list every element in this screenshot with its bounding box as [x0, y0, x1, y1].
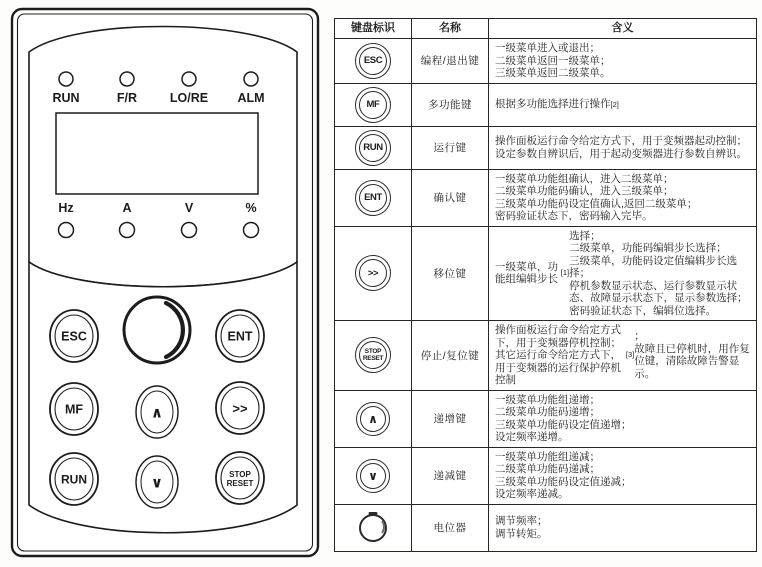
hz-unit-label: Hz: [58, 201, 74, 215]
run-led: [59, 72, 73, 86]
svg-text:STOP: STOP: [229, 470, 251, 479]
fr-led-label: F/R: [116, 91, 138, 105]
table-row: [335, 170, 756, 227]
key-name-cell: 运行键: [412, 127, 489, 170]
key-meaning-cell: 一级菜单进入或退出； 二级菜单返回一级菜单； 三级菜单返回二级菜单。: [489, 39, 756, 84]
key-name-cell: 停止/复位键: [412, 321, 489, 391]
key-id-cell: [335, 321, 412, 391]
run-led-label: RUN: [52, 91, 80, 105]
key-meaning-cell: 根据多功能选择进行操作 [2]: [489, 84, 756, 127]
key-description-table: [334, 18, 757, 552]
header-key-id: 键盘标识: [335, 19, 412, 39]
table-row: [335, 391, 756, 448]
table-header-row: [335, 19, 756, 39]
key-name-cell: 递增键: [412, 391, 489, 448]
potentiometer-knob: [124, 297, 190, 363]
a-unit-label: A: [122, 201, 132, 215]
table-row: [335, 321, 756, 391]
svg-text:ENT: ENT: [227, 329, 253, 344]
panel-button-shift: [216, 382, 264, 434]
keypad-panel-figure: [0, 0, 330, 567]
key-meaning-cell: 操作面板运行命令给定方式下，用于变频器停机控制； 其它运行命令给定方式下，用于变频器的运行保护停机控制 [3] ； 故障且已停机时，用作复位键，清除故障告警显示。: [489, 321, 756, 391]
key-icon-mf: MF: [355, 87, 391, 123]
key-meaning-cell: 一级菜单功能组递增； 二级菜单功能码递增； 三级菜单功能码设定值递增； 设定频率递增。: [489, 391, 756, 448]
key-id-cell: [335, 505, 412, 551]
key-icon-down: ∨: [356, 459, 390, 493]
percent-led: [244, 223, 259, 238]
panel-button-run: [50, 453, 98, 505]
key-id-cell: [335, 227, 412, 322]
header-meaning: 含义: [489, 19, 756, 39]
key-icon-esc: ESC: [355, 43, 391, 79]
key-icon-stop: STOP RESET: [355, 337, 391, 373]
panel-button-mf: [50, 383, 98, 435]
svg-text:RUN: RUN: [61, 472, 87, 487]
table-row: [335, 505, 756, 551]
key-meaning-cell: 操作面板运行命令给定方式下，用于变频器起动控制； 设定参数自辨识后，用于起动变频器进行参数自辨识。: [489, 127, 756, 170]
key-name-cell: 确认键: [412, 170, 489, 227]
shift-arrows-icon: >>: [232, 401, 248, 416]
key-icon-shift: >>: [355, 255, 391, 291]
fr-led: [120, 72, 134, 86]
key-id-cell: [335, 391, 412, 448]
key-meaning-cell: 一级菜单功能组确认，进入二级菜单； 二级菜单功能码确认，进入三级菜单； 三级菜单功能码设定值确认,返回二级菜单； 密码验证状态下，密码输入完毕。: [489, 170, 756, 227]
key-name-cell: 移位键: [412, 227, 489, 322]
table-row: [335, 39, 756, 84]
key-icon-up: ∧: [356, 402, 390, 436]
v-led: [182, 223, 197, 238]
key-icon-run: RUN: [355, 130, 391, 166]
table-row: [335, 227, 756, 322]
key-name-cell: 递减键: [412, 448, 489, 505]
svg-text:RESET: RESET: [226, 479, 254, 488]
a-led: [120, 223, 135, 238]
key-name-cell: 编程/退出键: [412, 39, 489, 84]
display-screen: [56, 113, 258, 194]
alm-led-label: ALM: [237, 91, 265, 105]
lore-led-label: LO/RE: [169, 91, 209, 105]
down-arrow-icon: ∨: [150, 474, 164, 492]
panel-button-esc: [50, 310, 98, 362]
key-id-cell: [335, 448, 412, 505]
table-row: [335, 448, 756, 505]
potentiometer-knob-icon: [359, 514, 387, 542]
svg-text:MF: MF: [64, 402, 84, 417]
table-row: [335, 127, 756, 170]
table-body: [335, 39, 756, 551]
key-id-cell: [335, 170, 412, 227]
panel-button-up: [136, 386, 178, 438]
knob-arc: [370, 518, 385, 536]
svg-text:ESC: ESC: [61, 329, 87, 344]
key-id-cell: [335, 39, 412, 84]
key-meaning-cell: 一级菜单，功能组编辑步长 [1] 选择； 二级菜单，功能码编辑步长选择； 三级菜单，功能码设定值编辑步长选择； 停机参数显示状态、运行参数显示状态、故障显示状态下，显示参数选择； 密码验证状态下，编辑位选择。: [489, 227, 756, 322]
panel-button-down: [136, 456, 178, 508]
key-name-cell: 电位器: [412, 505, 489, 551]
lore-led: [182, 72, 196, 86]
panel-button-stop-reset: [216, 452, 264, 504]
alm-led: [244, 72, 258, 86]
knob-tick: [369, 512, 378, 515]
up-arrow-icon: ∧: [150, 404, 164, 422]
header-name: 名称: [412, 19, 489, 39]
panel-button-ent: [216, 310, 264, 362]
key-id-cell: [335, 84, 412, 127]
key-icon-ent: ENT: [355, 180, 391, 216]
key-id-cell: [335, 127, 412, 170]
key-name-cell: 多功能键: [412, 84, 489, 127]
key-meaning-cell: 调节频率； 调节转矩。: [495, 515, 548, 540]
key-meaning-cell: 一级菜单功能组递减； 二级菜单功能码递减； 三级菜单功能码设定值递减； 设定频率递减。: [489, 448, 756, 505]
hz-led: [59, 223, 74, 238]
percent-unit-label: %: [245, 201, 257, 215]
table-row: [335, 84, 756, 127]
v-unit-label: V: [184, 201, 194, 215]
